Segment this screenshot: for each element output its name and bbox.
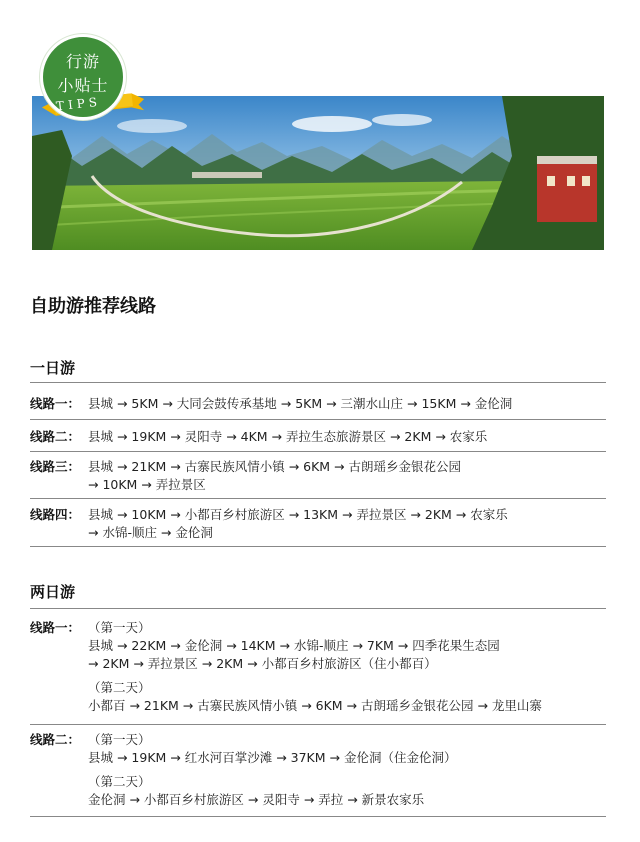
route-label: 线路三： [30,459,81,474]
route-line: 县城 → 5KM → 大同会鼓传承基地 → 5KM → 三潮水山庄 → 15KM → 金伦洞 [88,396,513,411]
route-line: 小都百 → 21KM → 古寨民族风情小镇 → 6KM → 古朗瑶乡金银花公园 → 龙里山寨 [88,698,542,713]
divider [30,498,606,499]
tips-badge [12,28,172,138]
day-label: （第一天） [88,732,151,747]
route-line: 县城 → 22KM → 金伦洞 → 14KM → 水锦-顺庄 → 7KM → 四季花果生态园 [88,638,500,653]
route-line: 县城 → 21KM → 古寨民族风情小镇 → 6KM → 古朗瑶乡金银花公园 [88,459,462,474]
divider [30,451,606,452]
route-line: 县城 → 19KM → 红水河百掌沙滩 → 37KM → 金伦洞（住金伦洞） [88,750,457,765]
divider [30,546,606,547]
route-line: 金伦洞 → 小都百乡村旅游区 → 灵阳寺 → 弄拉 → 新景农家乐 [88,792,425,807]
route-item [30,506,606,542]
route-line: 县城 → 19KM → 灵阳寺 → 4KM → 弄拉生态旅游景区 → 2KM → 农家乐 [88,429,488,444]
badge-line1: 行游 [65,52,100,71]
divider [30,382,606,383]
divider [30,724,606,725]
route-item [30,428,606,446]
route-line: → 2KM → 弄拉景区 → 2KM → 小都百乡村旅游区（住小都百） [88,656,437,671]
route-line: → 水锦-顺庄 → 金伦洞 [88,525,213,540]
route-label: 线路二： [30,429,81,444]
section-heading-one-day: 一日游 [30,359,76,377]
divider [30,816,606,817]
badge-ribbon-text: TIPS [55,94,102,114]
route-item [30,395,606,413]
divider [30,608,606,609]
day-label: （第二天） [88,680,151,695]
route-line: → 10KM → 弄拉景区 [88,477,206,492]
day-label: （第二天） [88,774,151,789]
route-label: 线路四： [30,507,81,522]
route-item [30,731,606,809]
route-label: 线路二： [30,732,81,747]
day-label: （第一天） [88,620,151,635]
page-title: 自助游推荐线路 [30,296,156,317]
route-label: 线路一： [30,396,81,411]
badge-line2: 小贴士 [57,76,109,95]
route-item [30,619,606,715]
divider [30,419,606,420]
route-item [30,458,606,494]
section-heading-two-day: 两日游 [30,583,76,601]
route-label: 线路一： [30,620,81,635]
route-line: 县城 → 10KM → 小都百乡村旅游区 → 13KM → 弄拉景区 → 2KM → 农家乐 [88,507,508,522]
